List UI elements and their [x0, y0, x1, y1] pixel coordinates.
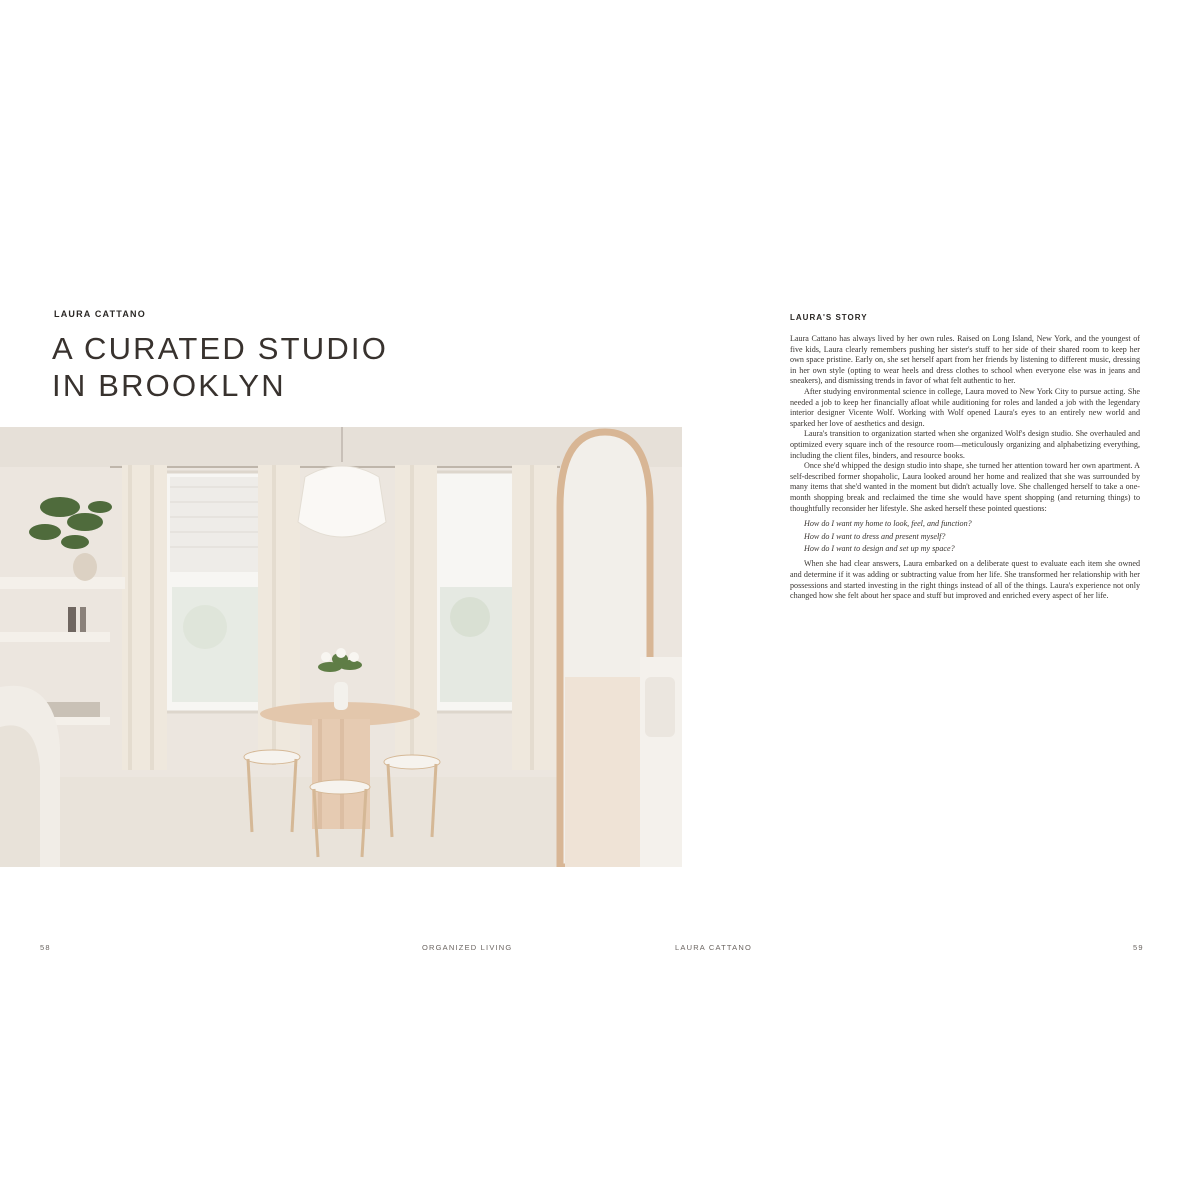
interior-photo — [0, 427, 682, 867]
story-body — [790, 334, 1140, 602]
question-list — [790, 518, 1140, 555]
right-page-number: 59 — [1133, 943, 1144, 952]
left-running-footer: ORGANIZED LIVING — [422, 943, 513, 952]
question-item: How do I want to dress and present myself? — [804, 531, 946, 541]
right-running-footer: LAURA CATTANO — [675, 943, 752, 952]
paragraph-1: Laura Cattano has always lived by her own rules. Raised on Long Island, New York, and the youngest of five kids, Laura clearly remembers pushing her sister's stuff to her side of their shared room to keep her own space pristine. Early on, she set herself apart from her friends by listening to different music, dressing in her own style (opting to wear heels and dress clothes to school when everyone else was in jeans and sneakers), and dismissing trends in favor of what felt authentic to her. — [790, 334, 1140, 386]
right-page — [600, 0, 1200, 1200]
title-line-2: IN BROOKLYN — [52, 368, 286, 403]
section-heading: LAURA'S STORY — [790, 313, 868, 322]
question-item: How do I want my home to look, feel, and function? — [804, 519, 972, 529]
question-item: How do I want to design and set up my space? — [804, 543, 955, 553]
page-title — [52, 330, 572, 404]
left-page-number: 58 — [40, 943, 51, 952]
paragraph-4: Once she'd whipped the design studio into shape, she turned her attention toward her own apartment. A self-described former shopaholic, Laura looked around her home and realized that she was surrounded by many items that she'd wanted in the moment but didn't actually love. She challenged herself to take a one-month shopping break and reclaimed the time she would have spent shopping (and returning things) to thoughtfully reconsider her lifestyle. She asked herself these pointed questions: — [790, 461, 1140, 513]
closing-paragraph: When she had clear answers, Laura embarked on a deliberate quest to evaluate each item she owned and determine if it was adding or subtracting value from her life. She transformed her relationship with her possessions and started investing in the right things instead of all of the things. Laura's experience not only changed how she felt about her space and stuff but improved and enriched every aspect of her life. — [790, 559, 1140, 601]
paragraph-3: Laura's transition to organization started when she organized Wolf's design studio. She overhauled and optimized every square inch of the resource room—meticulously organizing and alphabetizing everything, including the client files, binders, and resource books. — [790, 429, 1140, 460]
paragraph-2: After studying environmental science in college, Laura moved to New York City to pursue acting. She needed a job to keep her financially afloat while auditioning for roles and landed a job with the legendary interior designer Vicente Wolf. Working with Wolf opened Laura's eyes to an entirely new world and sparked her love of aesthetics and design. — [790, 386, 1140, 428]
title-line-1: A CURATED STUDIO — [52, 331, 389, 366]
chapter-eyebrow: LAURA CATTANO — [54, 309, 146, 319]
